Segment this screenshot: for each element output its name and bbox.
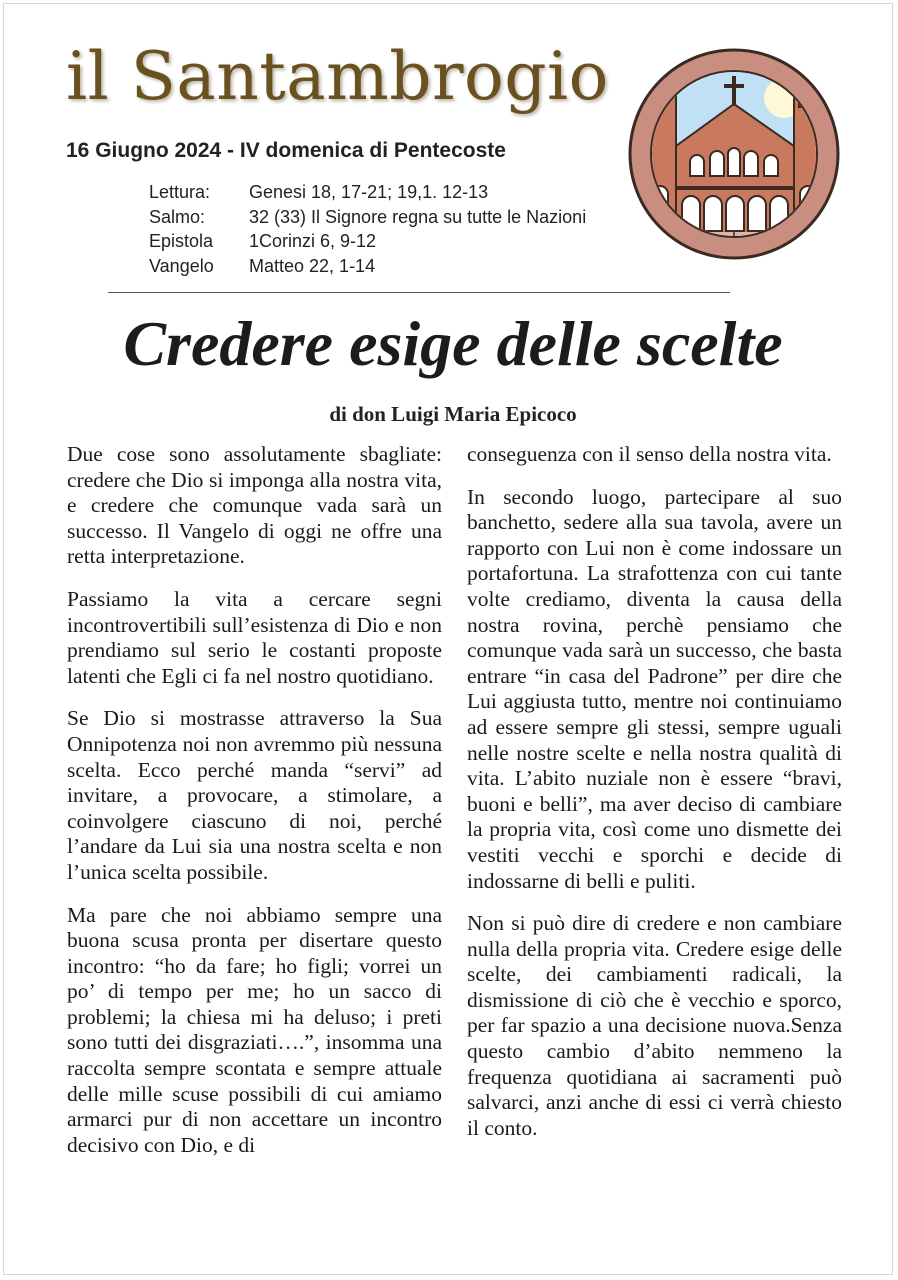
reading-text: Genesi 18, 17-21; 19,1. 12-13: [249, 182, 489, 202]
article-byline: di don Luigi Maria Epicoco: [329, 402, 577, 426]
reading-label: Lettura:: [149, 182, 211, 202]
reading-row-lettura: [149, 180, 586, 205]
readings-list: [149, 180, 586, 278]
reading-row-vangelo: [149, 254, 586, 279]
article-paragraph: Non si può dire di credere e non cambiare nulla della propria vita. Credere esige delle scelte, dei cambiamenti radicali, la dismissione di ciò che è vecchio e sporco, per far spazio a una decisione nuova.Senza questo cambio d’abito nemmeno la frequenza quotidiana ai sacramenti può salvarci, anzi anche di essi ci verrà chiesto il conto.: [467, 911, 842, 1140]
article-paragraph: conseguenza con il senso della nostra vita.: [467, 442, 832, 466]
reading-label: Vangelo: [149, 255, 214, 276]
reading-text: 32 (33) Il Signore regna su tutte le Nazioni: [249, 206, 587, 227]
article-column-right: [467, 442, 842, 1158]
masthead-title: il Santambrogio: [66, 38, 609, 115]
header-divider: [108, 292, 730, 293]
reading-row-epistola: [149, 229, 586, 254]
article-paragraph: Passiamo la vita a cercare segni incontrovertibili sull’esistenza di Dio e non prendiamo sul serio le costanti proposte latenti che Egli ci fa nel nostro quotidiano.: [67, 586, 442, 688]
article-headline: Credere esige delle scelte: [123, 308, 783, 379]
article-paragraph: Due cose sono assolutamente sbagliate: credere che Dio si imponga alla nostra vita, e credere che comunque vada sarà un successo. Il Vangelo di oggi ne offre una retta interpretazione.: [67, 442, 442, 569]
reading-text: Matteo 22, 1-14: [249, 255, 376, 276]
issue-date-line: 16 Giugno 2024 - IV domenica di Pentecoste: [66, 139, 506, 162]
bulletin-page: [3, 3, 893, 1275]
article-paragraph: Ma pare che noi abbiamo sempre una buona scusa pronta per disertare questo incontro: “ho da fare; ho figli; vorrei un po’ di tempo per me; ho un sacco di problemi; la chiesa mi ha deluso; i preti sono tutti dei disgraziati….”, insomma una raccolta sempre scontata e sempre attuale delle mille scuse possibili di cui amiamo armarci pur di non accettare un incontro decisivo con Dio, e di: [67, 902, 442, 1157]
reading-label: Epistola: [149, 231, 214, 251]
article-paragraph: Se Dio si mostrasse attraverso la Sua Onnipotenza noi non avremmo più nessuna scelta. Ecco perché manda “servi” ad invitare, a provocare, a stimolare, a coinvolgere ciascuno di noi, perché l’andare da Lui sia una nostra scelta e non l’unica scelta possibile.: [67, 706, 442, 884]
reading-row-salmo: [149, 205, 586, 230]
article-column-left: [67, 442, 442, 1175]
reading-label: Salmo:: [149, 206, 206, 227]
basilica-sant-ambrogio-icon: [624, 46, 844, 261]
article-paragraph: In secondo luogo, partecipare al suo banchetto, sedere alla sua tavola, avere un rapporto con Lui non è come indossare un portafortuna. La strafottenza con cui tante volte crediamo, diventa la causa della nostra rovina, perchè pensiamo che comunque vada sarà un successo, che basta entrare “in casa del Padrone” per dire che Lui aggiusta tutto, mentre noi continuiamo ad essere sempre gli stessi, sempre uguali nelle nostre scelte e nella nostra qualità di vita. L’abito nuziale non è essere “bravi, buoni e belli”, ma aver deciso di cambiare la propria vita, così come uno dismette dei vestiti vecchi e sporchi e decide di indossarne di belli e puliti.: [467, 484, 842, 893]
reading-text: 1Corinzi 6, 9-12: [249, 231, 377, 251]
